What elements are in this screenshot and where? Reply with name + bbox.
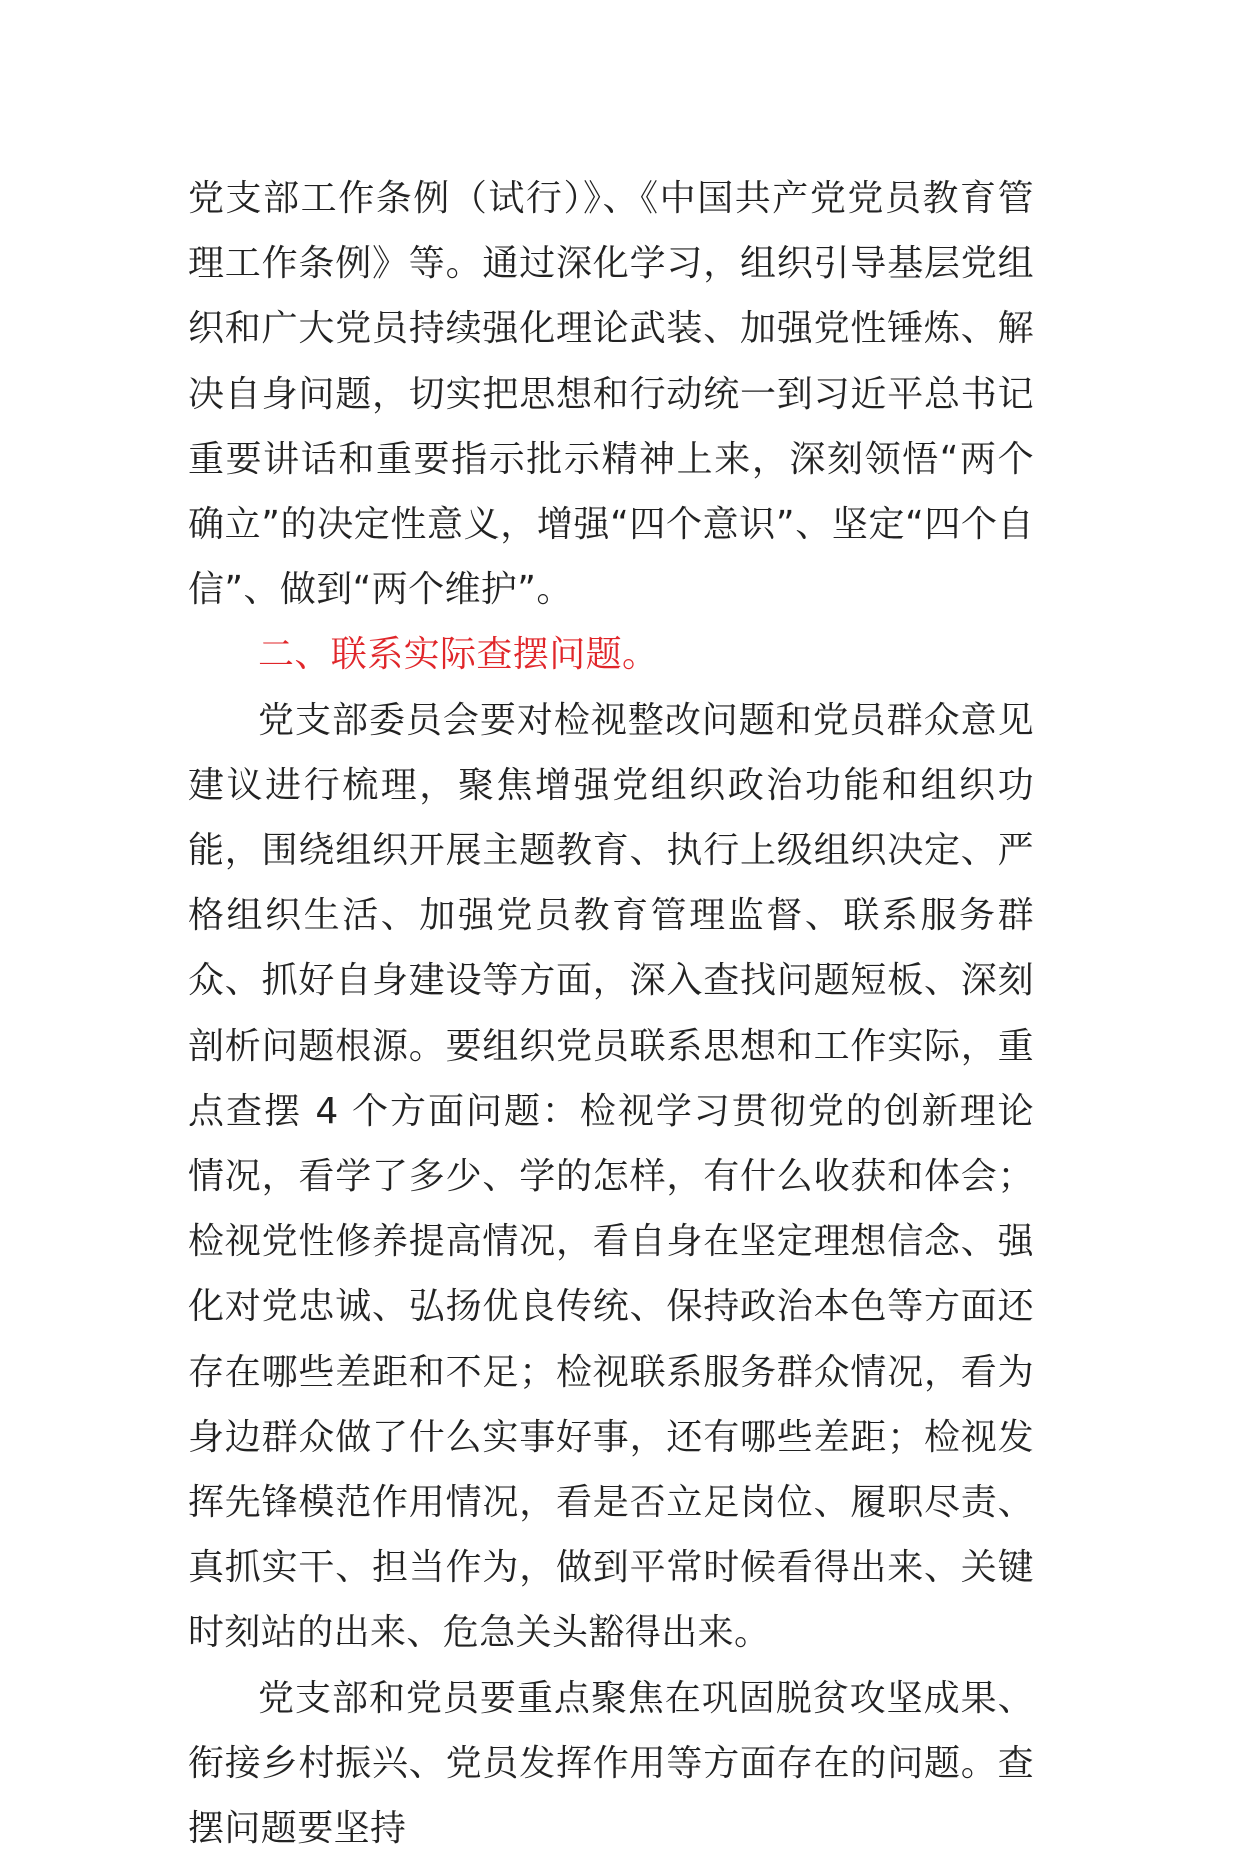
paragraph-problem-review: 党支部委员会要对检视整改问题和党员群众意见建议进行梳理，聚焦增强党组织政治功能和组织功能，围绕组织开展主题教育、执行上级组织决定、严格组织生活、加强党员教育管理监督、联系服务群众、抓好自身建设等方面，深入查找问题短板、深刻剖析问题根源。要组织党员联系思想和工作实际，重点查摆 4 个方面问题：检视学习贯彻党的创新理论情况，看学了多少、学的怎样，有什么收获和体会；检视党性修养提高情况，看自身在坚定理想信念、强化对党忠诚、弘扬优良传统、保持政治本色等方面还存在哪些差距和不足；检视联系服务群众情况，看为身边群众做了什么实事好事，还有哪些差距；检视发挥先锋模范作用情况，看是否立足岗位、履职尽责、真抓实干、担当作为，做到平常时候看得出来、关键时刻站的出来、危急关头豁得出来。 xyxy=(188,699,1034,1654)
paragraph-study-continued: 党支部工作条例（试行）》、《中国共产党党员教育管理工作条例》等。通过深化学习，组织引导基层党组织和广大党员持续强化理论武装、加强党性锤炼、解决自身问题，切实把思想和行动统一到习近平总书记重要讲话和重要指示批示精神上来，深刻领悟“两个确立”的决定性意义，增强“四个意识”、坚定“四个自信”、做到“两个维护”。 xyxy=(188,178,1034,611)
paragraph-focus-areas: 党支部和党员要重点聚焦在巩固脱贫攻坚成果、衔接乡村振兴、党员发挥作用等方面存在的问题。查摆问题要坚持 xyxy=(188,1677,1034,1850)
document-page xyxy=(188,166,1034,1861)
section-heading-problems: 二、联系实际查摆问题。 xyxy=(258,634,659,676)
